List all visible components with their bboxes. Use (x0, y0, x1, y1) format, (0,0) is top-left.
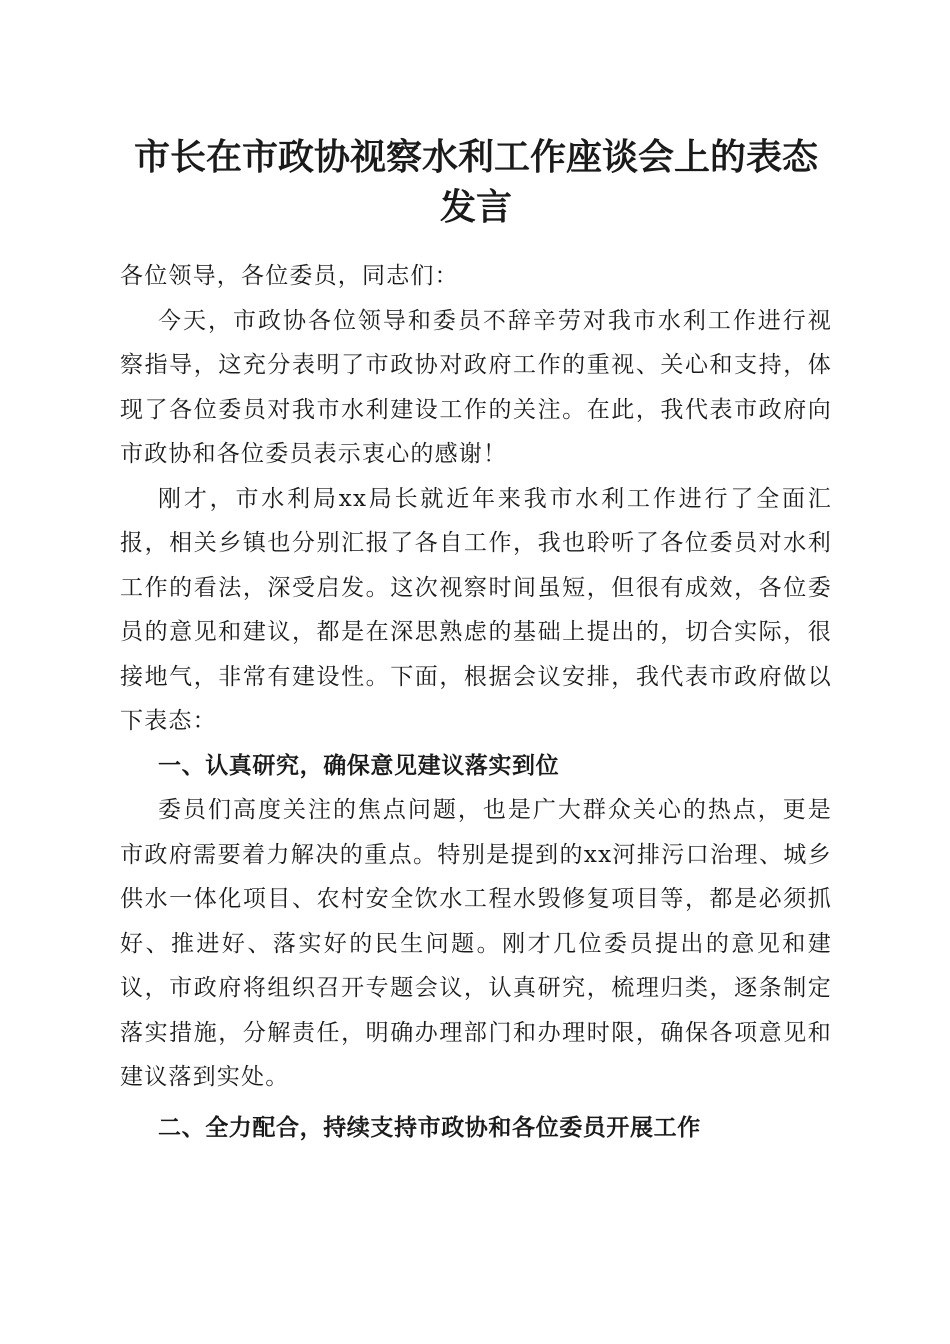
section-heading-2: 二、全力配合，持续支持市政协和各位委员开展工作 (158, 1114, 701, 1141)
salutation: 各位领导，各位委员，同志们： (120, 263, 459, 289)
section-heading-1: 一、认真研究，确保意见建议落实到位 (158, 752, 560, 779)
section-paragraph-1: 委员们高度关注的焦点问题，也是广大群众关心的热点，更是市政府需要着力解决的重点。特别是提到的xx河排污口治理、城乡供水一体化项目、农村安全饮水工程水毁修复项目等，都是必须抓好、推进好、落实好的民生问题。刚才几位委员提出的意见和建议，市政府将组织召开专题会议，认真研究，梳理归类，逐条制定落实措施，分解责任，明确办理部门和办理时限，确保各项意见和建议落到实处。 (120, 797, 832, 1090)
paragraph-opening: 今天，市政协各位领导和委员不辞辛劳对我市水利工作进行视察指导，这充分表明了市政协对政府工作的重视、关心和支持，体现了各位委员对我市水利建设工作的关注。在此，我代表市政府向市政协和各位委员表示衷心的感谢！ (120, 307, 832, 467)
paragraph-report: 刚才，市水利局xx局长就近年来我市水利工作进行了全面汇报，相关乡镇也分别汇报了各自工作，我也聆听了各位委员对水利工作的看法，深受启发。这次视察时间虽短，但很有成效，各位委员的意见和建议，都是在深思熟虑的基础上提出的，切合实际，很接地气，非常有建设性。下面，根据会议安排，我代表市政府做以下表态： (120, 485, 832, 734)
document-body (120, 254, 832, 1150)
document-title: 市长在市政协视察水利工作座谈会上的表态发言 (133, 136, 818, 228)
document-page (120, 132, 832, 232)
